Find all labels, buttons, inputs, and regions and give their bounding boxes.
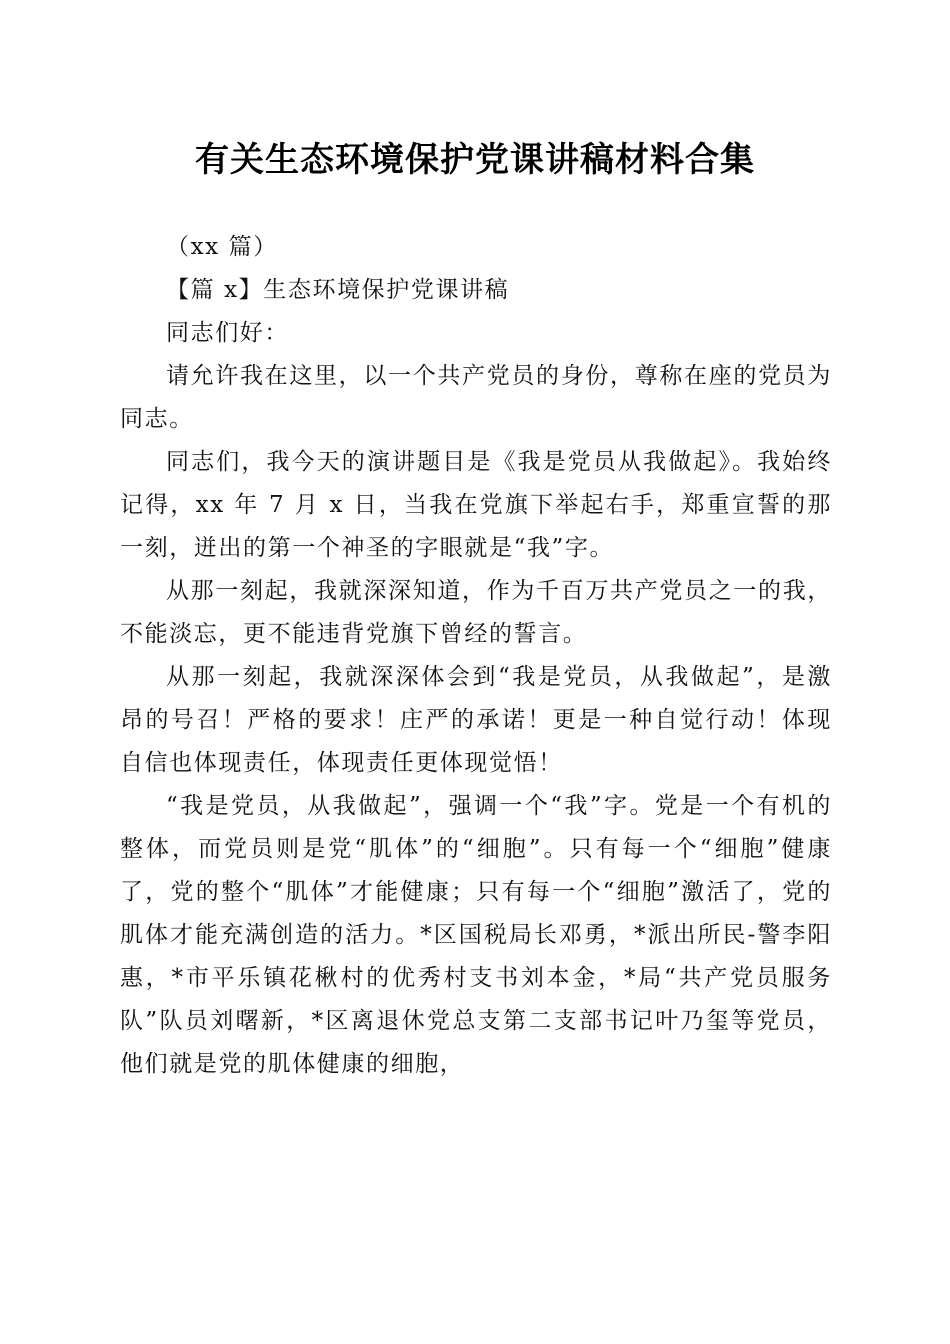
paragraph: 从那一刻起，我就深深体会到“我是党员，从我做起”，是激昂的号召！严格的要求！庄严的承诺！更是一种自觉行动！体现自信也体现责任，体现责任更体现觉悟！ [120, 664, 832, 776]
paragraph: 请允许我在这里，以一个共产党员的身份，尊称在座的党员为同志。 [120, 363, 832, 432]
document-body [120, 226, 832, 1086]
count-note: （xx 篇） [166, 234, 278, 260]
paragraph: “我是党员，从我做起”，强调一个“我”字。党是一个有机的整体，而党员则是党“肌体”的“细胞”。只有每一个“细胞”健康了，党的整个“肌体”才能健康；只有每一个“细胞”激活了，党的肌体才能充满创造的活力。*区国税局长邓勇，*派出所民-警李阳惠，*市平乐镇花楸村的优秀村支书刘本金，*局“共产党员服务队”队员刘曙新，*区离退休党总支第二支部书记叶乃玺等党员，他们就是党的肌体健康的细胞， [120, 793, 832, 1077]
paragraph: 同志们，我今天的演讲题目是《我是党员从我做起》。我始终记得，xx 年 7 月 x 日，当我在党旗下举起右手，郑重宣誓的那一刻，迸出的第一个神圣的字眼就是“我”字。 [120, 449, 832, 561]
document-title: 有关生态环境保护党课讲稿材料合集 [195, 140, 755, 180]
section-heading: 【篇 x】生态环境保护党课讲稿 [166, 277, 510, 303]
paragraph: 从那一刻起，我就深深知道，作为千百万共产党员之一的我，不能淡忘，更不能违背党旗下曾经的誓言。 [120, 578, 832, 647]
paragraph-greeting: 同志们好： [166, 320, 289, 346]
